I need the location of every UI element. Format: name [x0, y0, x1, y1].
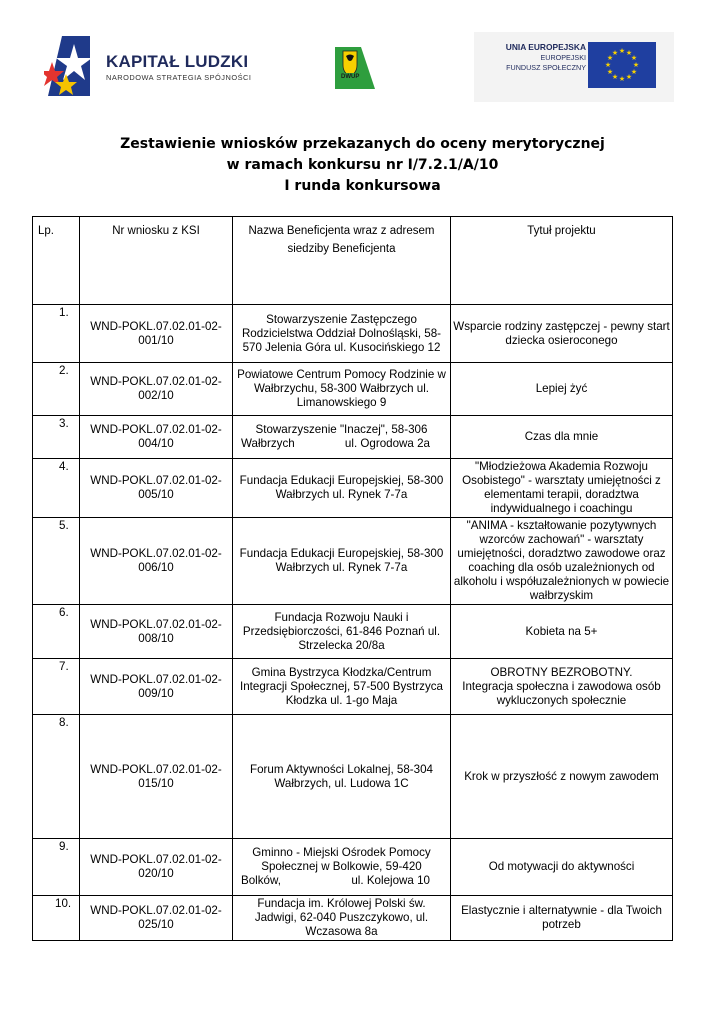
header-nr: Nr wniosku z KSI	[80, 217, 233, 305]
eu-flag-icon	[588, 42, 656, 88]
beneficjent-address	[235, 437, 448, 451]
table-row	[33, 518, 673, 605]
cell-lp: 9.	[33, 839, 80, 896]
svg-text:★: ★	[611, 49, 619, 57]
table-header-row	[33, 217, 673, 305]
cell-tytul: "ANIMA - kształtowanie pozytywnych wzorców zachowań" - warsztaty umiejętności, doradztwo zawodowe oraz coaching dla osób uzależnionych od alkoholu i współuzależnionych w powiecie wałbrzyskim	[451, 518, 673, 605]
cell-beneficjent: Gmina Bystrzyca Kłodzka/Centrum Integracji Społecznej, 57-500 Bystrzyca Kłodzka ul. 1-go Maja	[233, 659, 451, 715]
cell-tytul: Czas dla mnie	[451, 416, 673, 459]
cell-lp: 8.	[33, 715, 80, 839]
cell-lp: 5.	[33, 518, 80, 605]
beneficjent-city: Bolków,	[241, 874, 281, 887]
cell-nr: WND-POKL.07.02.01-02-015/10	[80, 715, 233, 839]
svg-text:★: ★	[606, 54, 614, 62]
header-beneficjent: Nazwa Beneficjenta wraz z adresem siedziby Beneficjenta	[233, 217, 451, 305]
table-row	[33, 416, 673, 459]
table-row	[33, 839, 673, 896]
cell-nr: WND-POKL.07.02.01-02-006/10	[80, 518, 233, 605]
cell-nr: WND-POKL.07.02.01-02-025/10	[80, 896, 233, 941]
cell-beneficjent	[233, 416, 451, 459]
beneficjent-line: Stowarzyszenie "Inaczej", 58-306	[255, 423, 428, 436]
svg-text:★: ★	[606, 68, 614, 76]
cell-lp: 3.	[33, 416, 80, 459]
beneficjent-line: Gminno - Miejski Ośrodek Pomocy Społecznej w Bolkowie, 59-420	[252, 846, 431, 873]
kapital-ludzki-logo	[44, 30, 264, 100]
cell-beneficjent: Fundacja Rozwoju Nauki i Przedsiębiorczości, 61-846 Poznań ul. Strzelecka 20/8a	[233, 605, 451, 659]
header-lp: Lp.	[33, 217, 80, 305]
svg-text:★: ★	[630, 68, 638, 76]
ue-line-3: FUNDUSZ SPOŁECZNY	[506, 63, 586, 72]
svg-text:★: ★	[632, 61, 640, 69]
cell-beneficjent: Stowarzyszenie Zastępczego Rodzicielstwa Oddział Dolnośląski, 58-570 Jelenia Góra ul. Kusocińskiego 12	[233, 305, 451, 363]
cell-lp: 7.	[33, 659, 80, 715]
dwup-logo	[333, 45, 377, 91]
cell-beneficjent: Forum Aktywności Lokalnej, 58-304 Wałbrzych, ul. Ludowa 1C	[233, 715, 451, 839]
cell-beneficjent: Powiatowe Centrum Pomocy Rodzinie w Wałbrzychu, 58-300 Wałbrzych ul. Limanowskiego 9	[233, 363, 451, 416]
table-row	[33, 896, 673, 941]
cell-beneficjent: Fundacja im. Królowej Polski św. Jadwigi, 62-040 Puszczykowo, ul. Wczasowa 8a	[233, 896, 451, 941]
svg-text:★: ★	[611, 73, 619, 81]
beneficjent-city: Wałbrzych	[241, 437, 295, 450]
table-row	[33, 715, 673, 839]
cell-nr: WND-POKL.07.02.01-02-004/10	[80, 416, 233, 459]
cell-nr: WND-POKL.07.02.01-02-020/10	[80, 839, 233, 896]
cell-nr: WND-POKL.07.02.01-02-002/10	[80, 363, 233, 416]
svg-text:★: ★	[604, 61, 612, 69]
cell-lp: 10.	[33, 896, 80, 941]
beneficjent-street: ul. Ogrodowa 2a	[344, 437, 430, 450]
svg-text:★: ★	[625, 49, 633, 57]
svg-text:★: ★	[630, 54, 638, 62]
cell-nr: WND-POKL.07.02.01-02-001/10	[80, 305, 233, 363]
unia-europejska-logo	[474, 32, 674, 102]
ue-line-1: UNIA EUROPEJSKA	[505, 42, 586, 52]
title-line-3: I runda konkursowa	[284, 178, 441, 194]
table-row	[33, 363, 673, 416]
title-line-2: w ramach konkursu nr I/7.2.1/A/10	[226, 157, 499, 173]
cell-beneficjent: Fundacja Edukacji Europejskiej, 58-300 Wałbrzych ul. Rynek 7-7a	[233, 459, 451, 518]
kapital-ludzki-title: KAPITAŁ LUDZKI	[106, 52, 249, 71]
beneficjent-street: ul. Kolejowa 10	[351, 874, 430, 887]
cell-beneficjent: Fundacja Edukacji Europejskiej, 58-300 Wałbrzych ul. Rynek 7-7a	[233, 518, 451, 605]
table-row	[33, 305, 673, 363]
dwup-label: DWUP	[341, 74, 360, 80]
svg-text:★: ★	[625, 73, 633, 81]
cell-tytul: Od motywacji do aktywności	[451, 839, 673, 896]
svg-text:★: ★	[618, 47, 626, 55]
cell-tytul: "Młodzieżowa Akademia Rozwoju Osobistego" - warsztaty umiejętności z elementami terapii, doradztwa indywidualnego i coachingu	[451, 459, 673, 518]
cell-nr: WND-POKL.07.02.01-02-008/10	[80, 605, 233, 659]
title-line-1: Zestawienie wniosków przekazanych do oceny merytorycznej	[120, 136, 605, 152]
cell-lp: 4.	[33, 459, 80, 518]
cell-lp: 2.	[33, 363, 80, 416]
applications-table	[32, 216, 673, 941]
page-title	[0, 134, 725, 197]
cell-tytul: Lepiej żyć	[451, 363, 673, 416]
ue-text-block	[506, 42, 586, 72]
header-tytul: Tytuł projektu	[451, 217, 673, 305]
cell-lp: 1.	[33, 305, 80, 363]
ue-line-2: EUROPEJSKI	[540, 53, 586, 62]
tytul-line-1: OBROTNY BEZROBOTNY.	[490, 665, 633, 679]
kapital-ludzki-subtitle: NARODOWA STRATEGIA SPÓJNOŚCI	[106, 73, 252, 82]
kapital-ludzki-emblem-icon	[44, 32, 104, 98]
cell-nr: WND-POKL.07.02.01-02-005/10	[80, 459, 233, 518]
cell-beneficjent	[233, 839, 451, 896]
cell-tytul	[451, 659, 673, 715]
tytul-line-2: Integracja społeczna i zawodowa osób wykluczonych społecznie	[462, 679, 661, 707]
svg-text:★: ★	[618, 75, 626, 83]
cell-tytul: Elastycznie i alternatywnie - dla Twoich potrzeb	[451, 896, 673, 941]
beneficjent-address	[235, 874, 448, 888]
table-row	[33, 659, 673, 715]
cell-tytul: Krok w przyszłość z nowym zawodem	[451, 715, 673, 839]
cell-nr: WND-POKL.07.02.01-02-009/10	[80, 659, 233, 715]
cell-tytul: Wsparcie rodziny zastępczej - pewny start dziecka osieroconego	[451, 305, 673, 363]
table-row	[33, 459, 673, 518]
table-row	[33, 605, 673, 659]
cell-lp: 6.	[33, 605, 80, 659]
cell-tytul: Kobieta na 5+	[451, 605, 673, 659]
dolny-slask-coat-of-arms-icon	[333, 45, 377, 91]
